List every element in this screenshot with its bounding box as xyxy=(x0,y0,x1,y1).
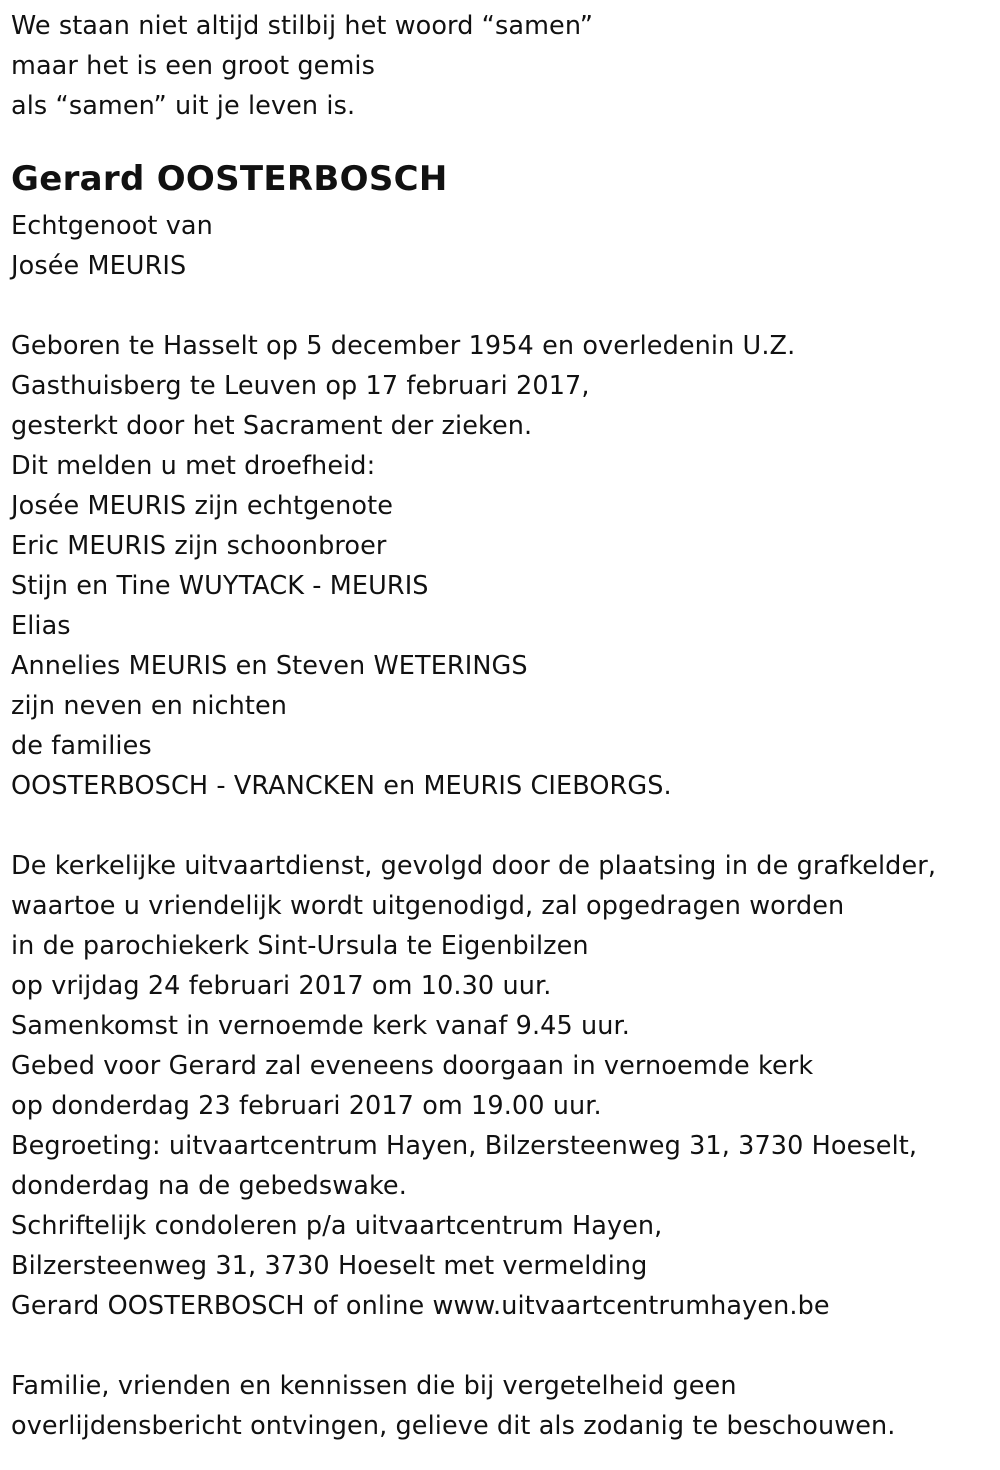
service-line: Schriftelijk condoleren p/a uitvaartcentrum Hayen, xyxy=(11,1211,663,1241)
deceased-name: Gerard OOSTERBOSCH xyxy=(11,159,448,199)
announcement xyxy=(11,326,991,806)
announcement-line: zijn neven en nichten xyxy=(11,691,288,721)
announcement-line: Gasthuisberg te Leuven op 17 februari 2017, xyxy=(11,371,590,401)
spacer xyxy=(11,806,991,846)
announcement-line: Eric MEURIS zijn schoonbroer xyxy=(11,531,387,561)
spacer xyxy=(11,286,991,326)
closing-note xyxy=(11,1366,991,1446)
spouse-line: Echtgenoot van xyxy=(11,211,213,241)
service-line: Gebed voor Gerard zal eveneens doorgaan in vernoemde kerk xyxy=(11,1051,814,1081)
spouse-line: Josée MEURIS xyxy=(11,251,187,281)
service-line: waartoe u vriendelijk wordt uitgenodigd, zal opgedragen worden xyxy=(11,891,845,921)
service-line: op vrijdag 24 februari 2017 om 10.30 uur. xyxy=(11,971,552,1001)
poem xyxy=(11,6,991,126)
announcement-line: Stijn en Tine WUYTACK - MEURIS xyxy=(11,571,429,601)
announcement-line: Geboren te Hasselt op 5 december 1954 en overledenin U.Z. xyxy=(11,331,796,361)
service-line: donderdag na de gebedswake. xyxy=(11,1171,407,1201)
spacer xyxy=(11,1326,991,1366)
announcement-line: Elias xyxy=(11,611,71,641)
poem-line: We staan niet altijd stilbij het woord “samen” xyxy=(11,11,594,41)
announcement-line: Dit melden u met droefheid: xyxy=(11,451,376,481)
poem-line: maar het is een groot gemis xyxy=(11,51,375,81)
announcement-line: OOSTERBOSCH - VRANCKEN en MEURIS CIEBORGS. xyxy=(11,771,672,801)
service-details xyxy=(11,846,991,1326)
closing-line: overlijdensbericht ontvingen, gelieve dit als zodanig te beschouwen. xyxy=(11,1411,896,1441)
announcement-line: Annelies MEURIS en Steven WETERINGS xyxy=(11,651,528,681)
service-line: Begroeting: uitvaartcentrum Hayen, Bilzersteenweg 31, 3730 Hoeselt, xyxy=(11,1131,918,1161)
announcement-line: gesterkt door het Sacrament der zieken. xyxy=(11,411,533,441)
service-line: Bilzersteenweg 31, 3730 Hoeselt met vermelding xyxy=(11,1251,648,1281)
service-line: De kerkelijke uitvaartdienst, gevolgd door de plaatsing in de grafkelder, xyxy=(11,851,937,881)
closing-line: Familie, vrienden en kennissen die bij vergetelheid geen xyxy=(11,1371,737,1401)
obituary-notice xyxy=(11,6,991,1446)
spacer xyxy=(11,126,991,152)
service-line: Samenkomst in vernoemde kerk vanaf 9.45 uur. xyxy=(11,1011,630,1041)
service-line: op donderdag 23 februari 2017 om 19.00 uur. xyxy=(11,1091,602,1121)
service-line: Gerard OOSTERBOSCH of online www.uitvaartcentrumhayen.be xyxy=(11,1291,830,1321)
announcement-line: de families xyxy=(11,731,152,761)
poem-line: als “samen” uit je leven is. xyxy=(11,91,356,121)
service-line: in de parochiekerk Sint-Ursula te Eigenbilzen xyxy=(11,931,589,961)
deceased-block xyxy=(11,152,991,286)
announcement-line: Josée MEURIS zijn echtgenote xyxy=(11,491,394,521)
